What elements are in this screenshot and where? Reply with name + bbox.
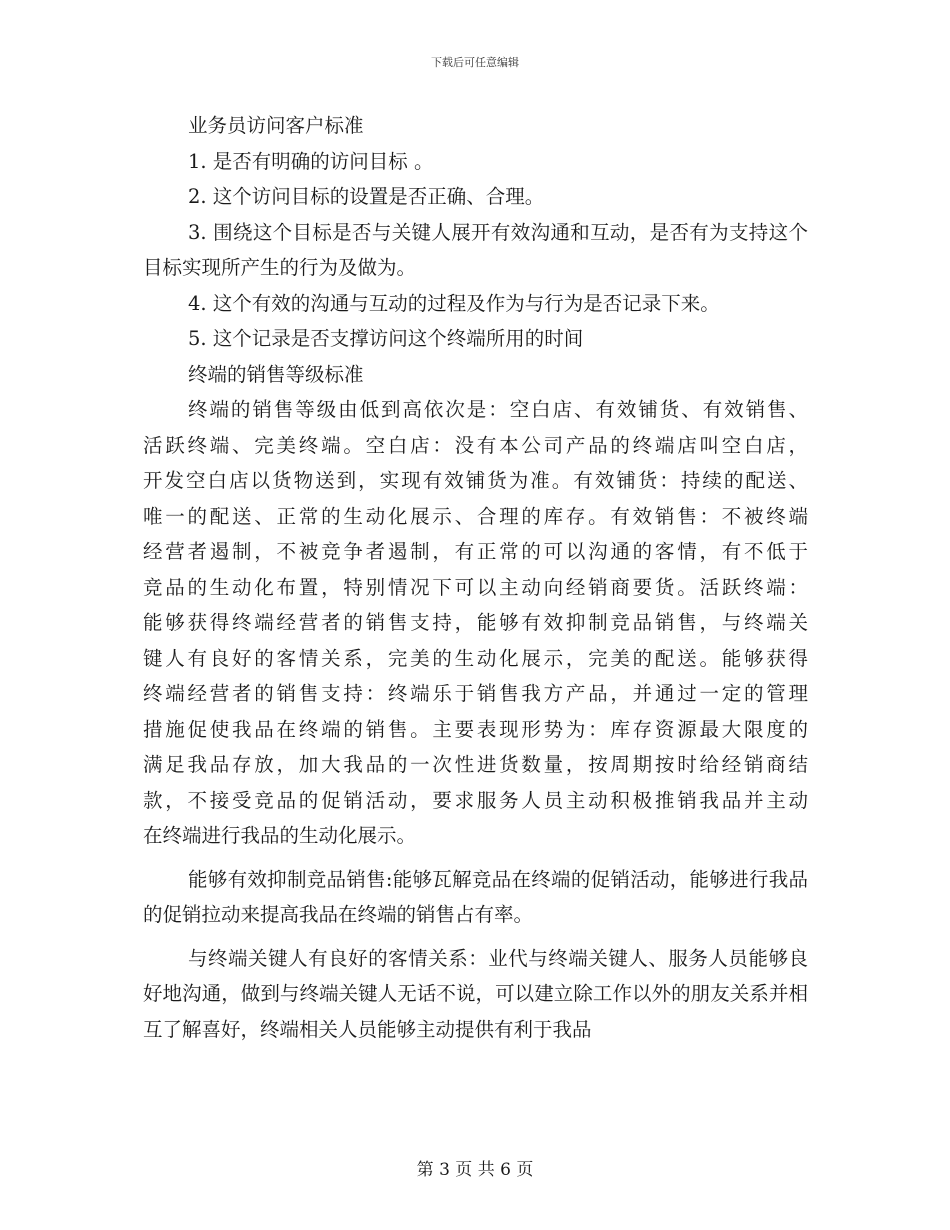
section-title-visit: 业务员访问客户标准: [188, 114, 364, 137]
visit-item-5: 5. 这个记录是否支撑访问这个终端所用的时间: [188, 327, 584, 350]
suppress-paragraph: 能够有效抑制竞品销售:能够瓦解竞品在终端的促销活动，能够进行我品的促销拉动来提高我品在终端的销售占有率。: [143, 867, 808, 926]
grade-line: 在终端进行我品的生动化展示。: [143, 824, 417, 847]
grade-line: 措施促使我品在终端的销售。主要表现形势为：库存资源最大限度的: [143, 717, 808, 741]
visit-item-3: 3. 围绕这个目标是否与关键人展开有效沟通和互动，是否有为支持这个目标实现所产生的行为及做为。: [143, 220, 808, 279]
visit-item-2: 2. 这个访问目标的设置是否正确、合理。: [188, 185, 545, 208]
grade-line: 开发空白店以货物送到，实现有效铺货为准。有效铺货：持续的配送、: [143, 469, 808, 492]
document-body: [143, 108, 808, 1047]
grade-line: 活跃终端、完美终端。空白店：没有本公司产品的终端店叫空白店，: [143, 433, 808, 457]
grade-line: 终端经营者的销售支持：终端乐于销售我方产品，并通过一定的管理: [143, 682, 808, 705]
relation-paragraph: 与终端关键人有良好的客情关系：业代与终端关键人、服务人员能够良好地沟通，做到与终端关键人无话不说，可以建立除工作以外的朋友关系并相互了解喜好，终端相关人员能够主动提供有利于我品: [143, 946, 808, 1041]
grade-line: 唯一的配送、正常的生动化展示、合理的库存。有效销售：不被终端: [143, 504, 808, 528]
grade-line: 键人有良好的客情关系，完美的生动化展示，完美的配送。能够获得: [143, 646, 808, 670]
page-footer: 第 3 页 共 6 页: [416, 1160, 534, 1180]
grade-line: 经营者遏制，不被竞争者遏制，有正常的可以沟通的客情，有不低于: [143, 540, 808, 563]
grade-line: 终端的销售等级由低到高依次是：空白店、有效铺货、有效销售、: [188, 398, 808, 421]
visit-item-1: 1. 是否有明确的访问目标 。: [188, 149, 434, 173]
visit-item-4: 4. 这个有效的沟通与互动的过程及作为与行为是否记录下来。: [188, 291, 720, 315]
grade-paragraph: [143, 392, 808, 854]
grade-line: 能够获得终端经营者的销售支持，能够有效抑制竞品销售，与终端关: [143, 611, 808, 634]
grade-line: 满足我品存放，加大我品的一次性进货数量，按周期按时给经销商结: [143, 753, 808, 776]
page-header: 下载后可任意编辑: [431, 56, 519, 69]
grade-line: 款，不接受竞品的促销活动，要求服务人员主动积极推销我品并主动: [143, 788, 808, 812]
grade-line: 竞品的生动化布置，特别情况下可以主动向经销商要货。活跃终端：: [143, 575, 808, 599]
section-title-grade: 终端的销售等级标准: [188, 362, 364, 386]
